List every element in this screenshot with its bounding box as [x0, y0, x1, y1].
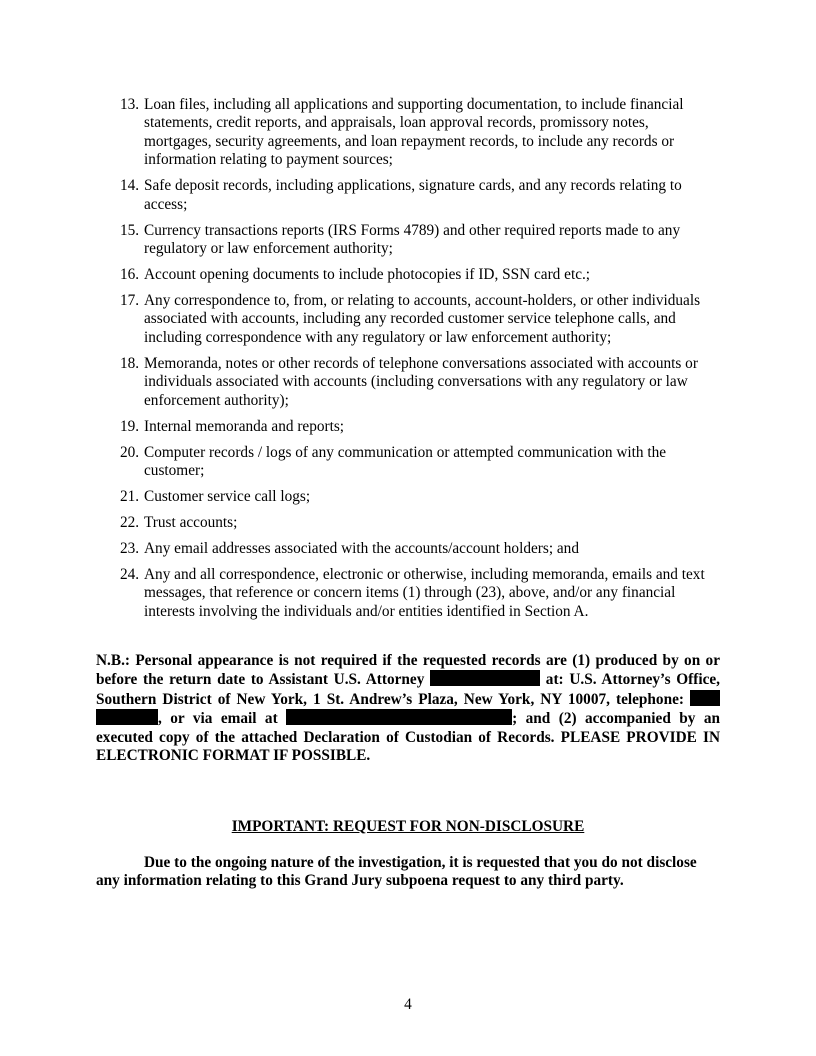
list-item-text: Memoranda, notes or other records of telephone conversations associated with accounts or individuals associated with accounts (including conversations with any regulatory or law enforcement authority); [144, 354, 698, 409]
list-item-text: Trust accounts; [144, 514, 238, 532]
nondisclosure-heading: IMPORTANT: REQUEST FOR NON-DISCLOSURE [231, 818, 585, 835]
nb-text-part2: at: U.S. Attorney’s Office, Southern District of New York, 1 St. Andrew’s Plaza, New York, NY 10007, telephone: [96, 671, 720, 708]
list-item [120, 540, 720, 558]
list-item-text: Any and all correspondence, electronic or otherwise, including memoranda, emails and text messages, that reference or concern items (1) through (23), above, and/or any financial interests involving the individuals and/or entities identified in Section A. [144, 566, 705, 620]
list-item-number: 24. [120, 566, 140, 584]
redaction-attorney-name [430, 670, 540, 686]
list-item [120, 292, 720, 347]
list-item-text: Safe deposit records, including applications, signature cards, and any records relating to access; [144, 177, 682, 213]
nondisclosure-text: Due to the ongoing nature of the investigation, it is requested that you do not disclose any information relating to this Grand Jury subpoena request to any third party. [96, 854, 697, 890]
redaction-email [286, 709, 512, 725]
list-item [120, 444, 720, 481]
list-item-text: Loan files, including all applications and supporting documentation, to include financial statements, credit reports, and appraisals, loan approval records, promissory notes, mortgages, security agreements, and loan repayment records, to include any records or information relating to payment sources; [144, 96, 684, 169]
list-item-number: 16. [120, 266, 140, 284]
list-item-text: Any correspondence to, from, or relating to accounts, account-holders, or other individuals associated with accounts, including any recorded customer service telephone calls, and including correspondence with any regulatory or law enforcement authority; [144, 292, 701, 346]
list-item-text: Computer records / logs of any communication or attempted communication with the customer; [144, 443, 667, 480]
list-item-text: Account opening documents to include photocopies if ID, SSN card etc.; [144, 266, 591, 284]
list-item-text: Currency transactions reports (IRS Forms 4789) and other required reports made to any regulatory or law enforcement authority; [144, 221, 681, 258]
list-item-number: 22. [120, 514, 140, 532]
redaction-telephone [690, 690, 720, 706]
nb-text-part3: , or via email at [158, 710, 287, 728]
list-item [120, 355, 720, 410]
list-item-number: 15. [120, 221, 140, 239]
list-item [120, 418, 720, 436]
list-item-text: Any email addresses associated with the accounts/account holders; and [144, 540, 579, 558]
list-item-number: 13. [120, 96, 140, 113]
list-item [120, 566, 720, 621]
nb-text-part1: N.B.: Personal appearance is not required if the requested records are (1) produced by on or before the return date to Assistant U.S. Attorney [96, 652, 720, 689]
nondisclosure-paragraph [96, 854, 720, 891]
nb-text-part4: ; and (2) accompanied by an executed copy of the attached Declaration of Custodian of Records. PLEASE PROVIDE IN ELECTRONIC FORMAT IF POSSIBLE. [96, 710, 720, 765]
records-list [120, 96, 720, 629]
list-item [120, 488, 720, 506]
list-item-number: 19. [120, 417, 140, 435]
list-item-number: 21. [120, 488, 140, 506]
list-item-number: 20. [120, 443, 140, 461]
list-item [120, 96, 720, 170]
list-item [120, 222, 720, 259]
list-item [120, 514, 720, 532]
list-item [120, 266, 720, 284]
redaction-telephone-cont [96, 709, 158, 725]
nb-paragraph [96, 652, 720, 765]
list-item-number: 17. [120, 292, 140, 310]
page-number: 4 [404, 996, 412, 1013]
list-item-number: 18. [120, 354, 140, 372]
list-item [120, 177, 720, 214]
list-item-text: Internal memoranda and reports; [144, 417, 345, 435]
list-item-text: Customer service call logs; [144, 488, 311, 506]
list-item-number: 14. [120, 177, 140, 195]
list-item-number: 23. [120, 540, 140, 558]
